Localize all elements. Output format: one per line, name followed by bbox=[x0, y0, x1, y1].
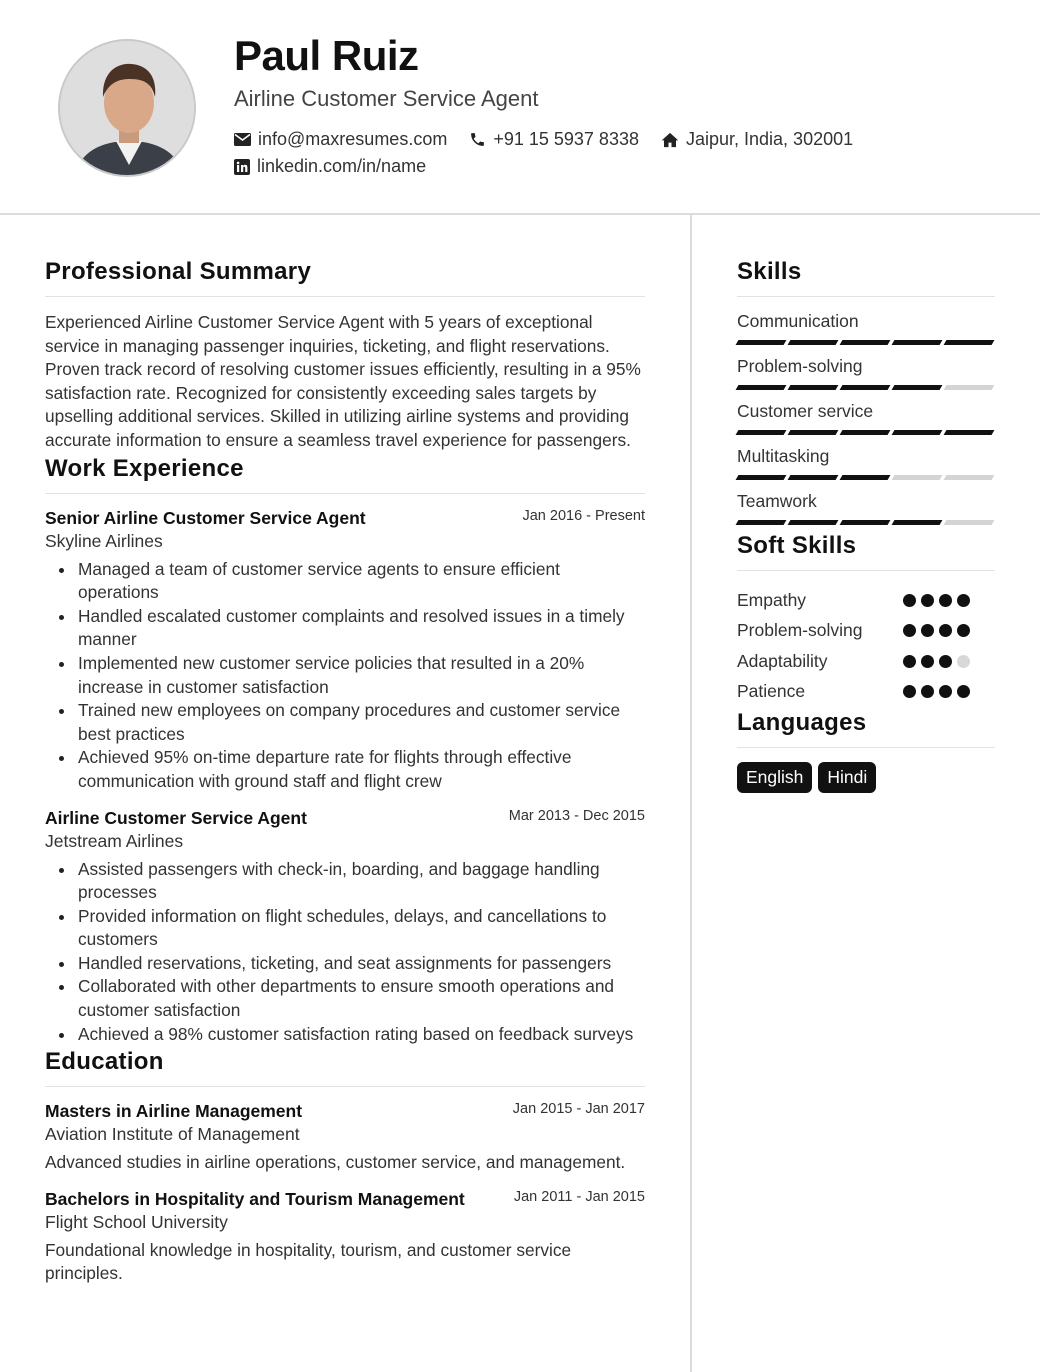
skill-level-segment bbox=[892, 430, 943, 435]
skills-heading: Skills bbox=[737, 258, 995, 297]
skill-name: Customer service bbox=[737, 401, 874, 421]
bullet-item: Provided information on flight schedules, delays, and cancellations to customers bbox=[78, 905, 645, 952]
bullet-item: Achieved a 98% customer satisfaction rating based on feedback surveys bbox=[78, 1023, 645, 1047]
soft-skill-item bbox=[737, 646, 995, 677]
rating-dot bbox=[903, 685, 916, 698]
skill-name: Multitasking bbox=[737, 446, 830, 466]
school-name: Aviation Institute of Management bbox=[45, 1124, 300, 1145]
bullet-item: Collaborated with other departments to ensure smooth operations and customer satisfaction bbox=[78, 975, 645, 1022]
soft-skill-item bbox=[737, 585, 995, 616]
education-entry bbox=[45, 1101, 645, 1175]
linkedin-text: linkedin.com/in/name bbox=[257, 156, 427, 176]
work-experience-section bbox=[45, 455, 645, 1047]
soft-skill-name: Empathy bbox=[737, 589, 807, 610]
skill-item bbox=[737, 401, 995, 435]
skill-level-segment bbox=[736, 340, 787, 345]
skill-level-segment bbox=[840, 520, 891, 525]
bullet-item: Managed a team of customer service agents to ensure efficient operations bbox=[78, 558, 645, 605]
education-description: Foundational knowledge in hospitality, tourism, and customer service principles. bbox=[45, 1239, 572, 1284]
languages-heading: Languages bbox=[737, 709, 995, 748]
skill-level-segment bbox=[788, 385, 839, 390]
contact-email[interactable] bbox=[234, 129, 447, 150]
language-tags bbox=[737, 762, 995, 793]
contact-location bbox=[661, 129, 853, 150]
soft-skills-heading: Soft Skills bbox=[737, 532, 995, 571]
soft-skill-name: Patience bbox=[737, 681, 806, 702]
bullet-item: Achieved 95% on-time departure rate for flights through effective communication with ground staff and flight crew bbox=[78, 746, 645, 793]
skill-level-segment bbox=[892, 475, 943, 480]
soft-skill-rating bbox=[903, 655, 970, 668]
contact-row-2 bbox=[234, 156, 448, 177]
profile-photo bbox=[58, 39, 196, 177]
job-bullets bbox=[45, 558, 645, 794]
rating-dot bbox=[939, 594, 952, 607]
phone-text: +91 15 5937 8338 bbox=[493, 129, 639, 149]
job-entry bbox=[45, 508, 645, 794]
job-title: Senior Airline Customer Service Agent bbox=[45, 507, 366, 528]
skill-level-segment bbox=[788, 520, 839, 525]
phone-icon bbox=[469, 131, 486, 148]
contact-row-1 bbox=[234, 129, 875, 150]
work-experience-heading: Work Experience bbox=[45, 455, 645, 494]
skill-level-segment bbox=[892, 340, 943, 345]
rating-dot bbox=[921, 594, 934, 607]
skill-item bbox=[737, 311, 995, 345]
skills-section bbox=[737, 258, 995, 525]
rating-dot bbox=[957, 594, 970, 607]
candidate-name: Paul Ruiz bbox=[234, 32, 419, 79]
education-date: Jan 2011 - Jan 2015 bbox=[513, 1188, 645, 1205]
soft-skill-rating bbox=[903, 624, 970, 637]
language-tag: English bbox=[737, 762, 812, 793]
skill-level-segment bbox=[944, 340, 995, 345]
linkedin-icon bbox=[234, 159, 250, 175]
skill-level-bar bbox=[737, 475, 993, 480]
person-avatar-icon bbox=[60, 41, 196, 177]
rating-dot bbox=[903, 624, 916, 637]
skill-item bbox=[737, 356, 995, 390]
skill-level-segment bbox=[840, 340, 891, 345]
rating-dot bbox=[957, 655, 970, 668]
job-entry bbox=[45, 808, 645, 1047]
education-description: Advanced studies in airline operations, customer service, and management. bbox=[45, 1152, 626, 1173]
skill-level-segment bbox=[944, 475, 995, 480]
skill-level-segment bbox=[944, 430, 995, 435]
skill-level-segment bbox=[840, 430, 891, 435]
rating-dot bbox=[903, 655, 916, 668]
skill-level-segment bbox=[892, 520, 943, 525]
summary-text: Experienced Airline Customer Service Agent with 5 years of exceptional service in managing passenger inquiries, ticketing, and flight reservations. Proven track record of resolving customer issues efficiently, resulting in a 95% satisfaction rate. Recognized for consistently exceeding sales targets by upselling additional services. Skilled in utilizing airline systems and providing accurate information to ensure a seamless travel experience for passengers. bbox=[45, 312, 641, 450]
school-name: Flight School University bbox=[45, 1211, 228, 1232]
bullet-item: Handled escalated customer complaints and resolved issues in a timely manner bbox=[78, 605, 645, 652]
rating-dot bbox=[921, 685, 934, 698]
job-company: Jetstream Airlines bbox=[45, 830, 184, 851]
skill-level-bar bbox=[737, 520, 993, 525]
bullet-item: Implemented new customer service policies that resulted in a 20% increase in customer satisfaction bbox=[78, 652, 645, 699]
skill-name: Teamwork bbox=[737, 491, 817, 511]
job-company: Skyline Airlines bbox=[45, 530, 163, 551]
skill-level-segment bbox=[736, 475, 787, 480]
soft-skill-item bbox=[737, 616, 995, 647]
main-column bbox=[45, 258, 645, 1286]
bullet-item: Handled reservations, ticketing, and seat assignments for passengers bbox=[78, 952, 645, 976]
skill-level-bar bbox=[737, 385, 993, 390]
education-date: Jan 2015 - Jan 2017 bbox=[512, 1101, 645, 1118]
rating-dot bbox=[903, 594, 916, 607]
rating-dot bbox=[921, 655, 934, 668]
home-icon bbox=[661, 132, 679, 148]
rating-dot bbox=[921, 624, 934, 637]
skill-level-segment bbox=[736, 520, 787, 525]
rating-dot bbox=[939, 624, 952, 637]
skill-level-segment bbox=[944, 520, 995, 525]
skill-item bbox=[737, 491, 995, 525]
rating-dot bbox=[957, 685, 970, 698]
education-heading: Education bbox=[45, 1048, 645, 1087]
skill-level-segment bbox=[788, 430, 839, 435]
skill-name: Problem-solving bbox=[737, 356, 863, 376]
bullet-item: Trained new employees on company procedures and customer service best practices bbox=[78, 699, 645, 746]
job-bullets bbox=[45, 858, 645, 1047]
rating-dot bbox=[939, 655, 952, 668]
rating-dot bbox=[939, 685, 952, 698]
skill-level-segment bbox=[736, 430, 787, 435]
contact-phone[interactable] bbox=[469, 129, 639, 150]
job-date: Mar 2013 - Dec 2015 bbox=[508, 807, 645, 824]
language-tag: Hindi bbox=[818, 762, 876, 793]
soft-skill-rating bbox=[903, 594, 970, 607]
languages-section bbox=[737, 709, 995, 793]
soft-skills-section bbox=[737, 532, 995, 707]
summary-heading: Professional Summary bbox=[45, 258, 645, 297]
sidebar-column bbox=[737, 258, 995, 793]
job-title: Airline Customer Service Agent bbox=[45, 807, 307, 828]
contact-linkedin[interactable] bbox=[234, 156, 426, 177]
skill-item bbox=[737, 446, 995, 480]
degree-title: Bachelors in Hospitality and Tourism Management bbox=[45, 1188, 465, 1209]
degree-title: Masters in Airline Management bbox=[45, 1101, 303, 1122]
soft-skill-name: Adaptability bbox=[737, 650, 828, 671]
skill-level-segment bbox=[892, 385, 943, 390]
skill-level-segment bbox=[788, 475, 839, 480]
skill-level-segment bbox=[944, 385, 995, 390]
candidate-role: Airline Customer Service Agent bbox=[234, 86, 539, 111]
skill-name: Communication bbox=[737, 311, 859, 331]
job-date: Jan 2016 - Present bbox=[522, 507, 645, 524]
professional-summary-section bbox=[45, 258, 645, 453]
soft-skill-rating bbox=[903, 685, 970, 698]
skill-level-bar bbox=[737, 340, 993, 345]
resume-header bbox=[0, 0, 1040, 215]
soft-skill-item bbox=[737, 677, 995, 708]
skill-level-segment bbox=[840, 385, 891, 390]
skill-level-segment bbox=[788, 340, 839, 345]
education-section bbox=[45, 1048, 645, 1286]
envelope-icon bbox=[234, 133, 251, 146]
skill-level-bar bbox=[737, 430, 993, 435]
column-divider bbox=[690, 215, 692, 1372]
skills-list bbox=[737, 311, 995, 525]
location-text: Jaipur, India, 302001 bbox=[685, 129, 854, 149]
skill-level-segment bbox=[840, 475, 891, 480]
email-text: info@maxresumes.com bbox=[258, 129, 448, 149]
bullet-item: Assisted passengers with check-in, boarding, and baggage handling processes bbox=[78, 858, 645, 905]
soft-skills-list bbox=[737, 585, 995, 707]
soft-skill-name: Problem-solving bbox=[737, 620, 863, 641]
skill-level-segment bbox=[736, 385, 787, 390]
rating-dot bbox=[957, 624, 970, 637]
education-entry bbox=[45, 1189, 645, 1286]
